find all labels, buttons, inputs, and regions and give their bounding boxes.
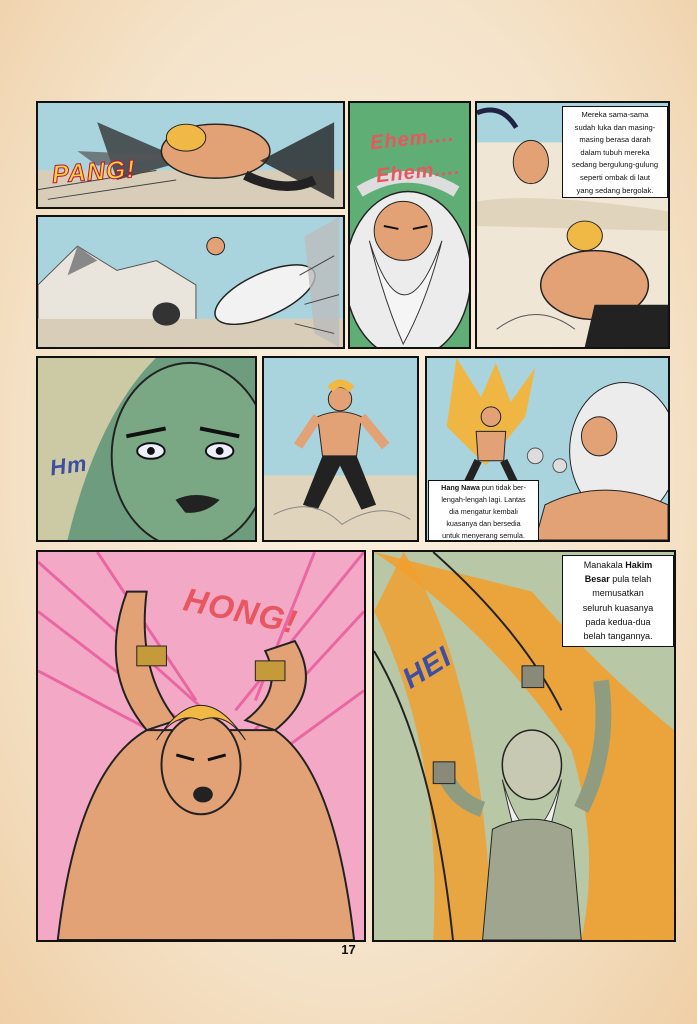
panel-5-art (38, 358, 255, 540)
caption-hakim-besar (562, 555, 674, 647)
page-number: 17 (341, 942, 356, 957)
caption-line: lengah-lengah lagi. Lantas (441, 495, 526, 504)
caption-line: pun tidak ber- (481, 483, 526, 492)
panel-6-art (264, 358, 417, 540)
caption-line: pada kedua-dua (585, 616, 651, 627)
caption-line: memusatkan (592, 588, 644, 599)
panel-4-wounded (475, 101, 670, 349)
sfx-ehem-1: Ehem.... (369, 123, 456, 155)
panel-2-knockback (36, 215, 345, 349)
caption-line: yang sedang bergolak. (576, 185, 654, 195)
panel-2-art (38, 217, 343, 347)
sfx-hong: HONG! (180, 580, 301, 641)
caption-mereka (562, 106, 668, 198)
panel-7-powering-up (425, 356, 670, 542)
caption-name-hakim: Hakim (625, 560, 653, 570)
caption-word: Manakala (583, 560, 623, 570)
caption-line: untuk menyerang semula. (442, 531, 525, 540)
caption-name-hang-nawa: Hang Nawa (441, 483, 480, 492)
caption-name-besar: Besar (584, 574, 610, 585)
caption-line: dalam tubuh mereka (580, 147, 650, 157)
caption-line: seluruh kuasanya (582, 602, 654, 613)
caption-line: seperti ombak di laut (579, 172, 651, 182)
caption-line: kuasanya dan bersedia (446, 519, 521, 528)
panel-3-elder-cough (348, 101, 471, 349)
caption-line: belah tangannya. (583, 631, 653, 642)
panel-5-face-closeup (36, 356, 257, 542)
sfx-ehem-2: Ehem.... (375, 156, 462, 188)
caption-line: Mereka sama-sama (581, 110, 649, 119)
caption-line: sudah luka dan masing- (574, 122, 656, 132)
panel-1-art (38, 103, 343, 207)
panel-1-clash (36, 101, 345, 209)
sfx-pang: PANG! (51, 155, 137, 189)
caption-line: sedang bergulung-gulung (571, 160, 659, 170)
caption-line: dia mengatur kembali (449, 507, 518, 516)
sfx-hm: Hm (48, 450, 89, 481)
caption-word: pula telah (612, 574, 652, 585)
caption-hang-nawa (428, 480, 539, 542)
panel-9-hei (372, 550, 676, 942)
panel-8-hong (36, 550, 366, 942)
panel-6-hero-stance (262, 356, 419, 542)
caption-line: masing berasa darah (579, 135, 651, 145)
sfx-hei: HEI (397, 640, 458, 696)
